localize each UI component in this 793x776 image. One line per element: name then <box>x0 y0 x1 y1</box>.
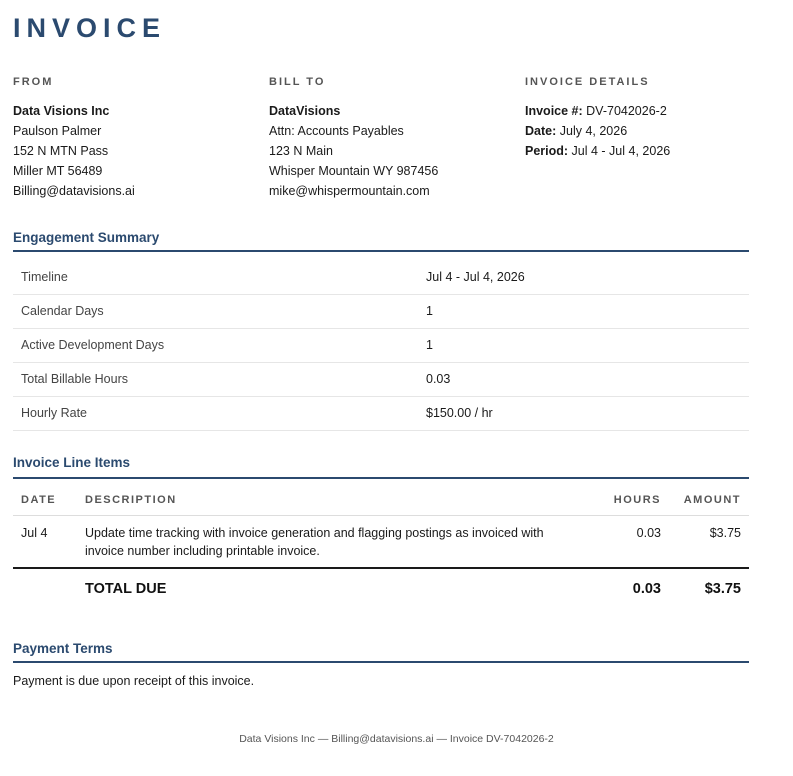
summary-label: Calendar Days <box>21 304 104 318</box>
table-row <box>13 516 749 567</box>
bill-to-heading: BILL TO <box>269 76 326 88</box>
invoice-number-value: DV-7042026-2 <box>586 104 667 118</box>
summary-label: Hourly Rate <box>21 406 87 420</box>
bill-to-address-line-2: Whisper Mountain WY 987456 <box>269 164 439 178</box>
invoice-period-value: Jul 4 - Jul 4, 2026 <box>571 144 671 158</box>
summary-value: 1 <box>426 304 433 318</box>
payment-terms-text: Payment is due upon receipt of this invoice. <box>13 674 255 688</box>
engagement-summary-rule <box>13 250 749 252</box>
invoice-title: INVOICE <box>13 13 167 43</box>
from-address-line-1: 152 N MTN Pass <box>13 144 109 158</box>
invoice-details-block <box>525 76 765 161</box>
from-email: Billing@datavisions.ai <box>13 184 135 198</box>
item-description-line-2: invoice number including printable invoice. <box>85 544 320 558</box>
parties-block <box>13 76 749 206</box>
item-description <box>85 524 605 560</box>
summary-value: 1 <box>426 338 433 352</box>
total-amount: $3.75 <box>704 581 741 597</box>
item-amount: $3.75 <box>709 526 741 540</box>
total-hours: 0.03 <box>632 581 661 597</box>
item-date: Jul 4 <box>21 526 48 540</box>
invoice-date-value: July 4, 2026 <box>559 124 628 138</box>
summary-value: $150.00 / hr <box>426 406 493 420</box>
total-row <box>13 569 749 609</box>
from-block <box>13 76 253 201</box>
line-items-header <box>13 480 749 516</box>
bill-to-address-line-1: 123 N Main <box>269 144 333 158</box>
engagement-summary-title: Engagement Summary <box>13 230 160 245</box>
bill-to-attn: Attn: Accounts Payables <box>269 124 404 138</box>
invoice-period-line <box>525 141 765 161</box>
summary-row-calendar-days <box>13 295 749 329</box>
invoice-period-label: Period: <box>525 144 569 158</box>
summary-row-hourly-rate <box>13 397 749 431</box>
payment-terms-title: Payment Terms <box>13 641 113 656</box>
summary-row-billable-hours <box>13 363 749 397</box>
invoice-date-label: Date: <box>525 124 557 138</box>
column-header-date: DATE <box>21 494 57 506</box>
invoice-number-line <box>525 101 765 121</box>
summary-value: 0.03 <box>426 372 451 386</box>
summary-value: Jul 4 - Jul 4, 2026 <box>426 270 525 284</box>
bill-to-name: DataVisions <box>269 104 341 118</box>
column-header-amount: AMOUNT <box>683 494 741 506</box>
from-address-line-2: Miller MT 56489 <box>13 164 103 178</box>
item-description-line-1: Update time tracking with invoice generation and flagging postings as invoiced with <box>85 526 544 540</box>
item-hours: 0.03 <box>636 526 661 540</box>
summary-label: Active Development Days <box>21 338 165 352</box>
summary-row-timeline <box>13 261 749 295</box>
invoice-details-heading: INVOICE DETAILS <box>525 76 650 88</box>
from-contact: Paulson Palmer <box>13 124 102 138</box>
line-items-title: Invoice Line Items <box>13 455 131 470</box>
from-name: Data Visions Inc <box>13 104 110 118</box>
column-header-description: DESCRIPTION <box>85 494 177 506</box>
column-header-hours: HOURS <box>613 494 661 506</box>
invoice-number-label: Invoice #: <box>525 104 583 118</box>
bill-to-email: mike@whispermountain.com <box>269 184 430 198</box>
summary-row-active-days <box>13 329 749 363</box>
page-footer: Data Visions Inc — Billing@datavisions.ai — Invoice DV-7042026-2 <box>239 733 554 745</box>
summary-label: Total Billable Hours <box>21 372 128 386</box>
invoice-date-line <box>525 121 765 141</box>
bill-to-block <box>269 76 509 201</box>
total-due-label: TOTAL DUE <box>85 581 167 597</box>
line-items-rule <box>13 477 749 479</box>
payment-terms-rule <box>13 661 749 663</box>
summary-label: Timeline <box>21 270 68 284</box>
engagement-summary-table <box>13 261 749 431</box>
from-heading: FROM <box>13 76 54 88</box>
